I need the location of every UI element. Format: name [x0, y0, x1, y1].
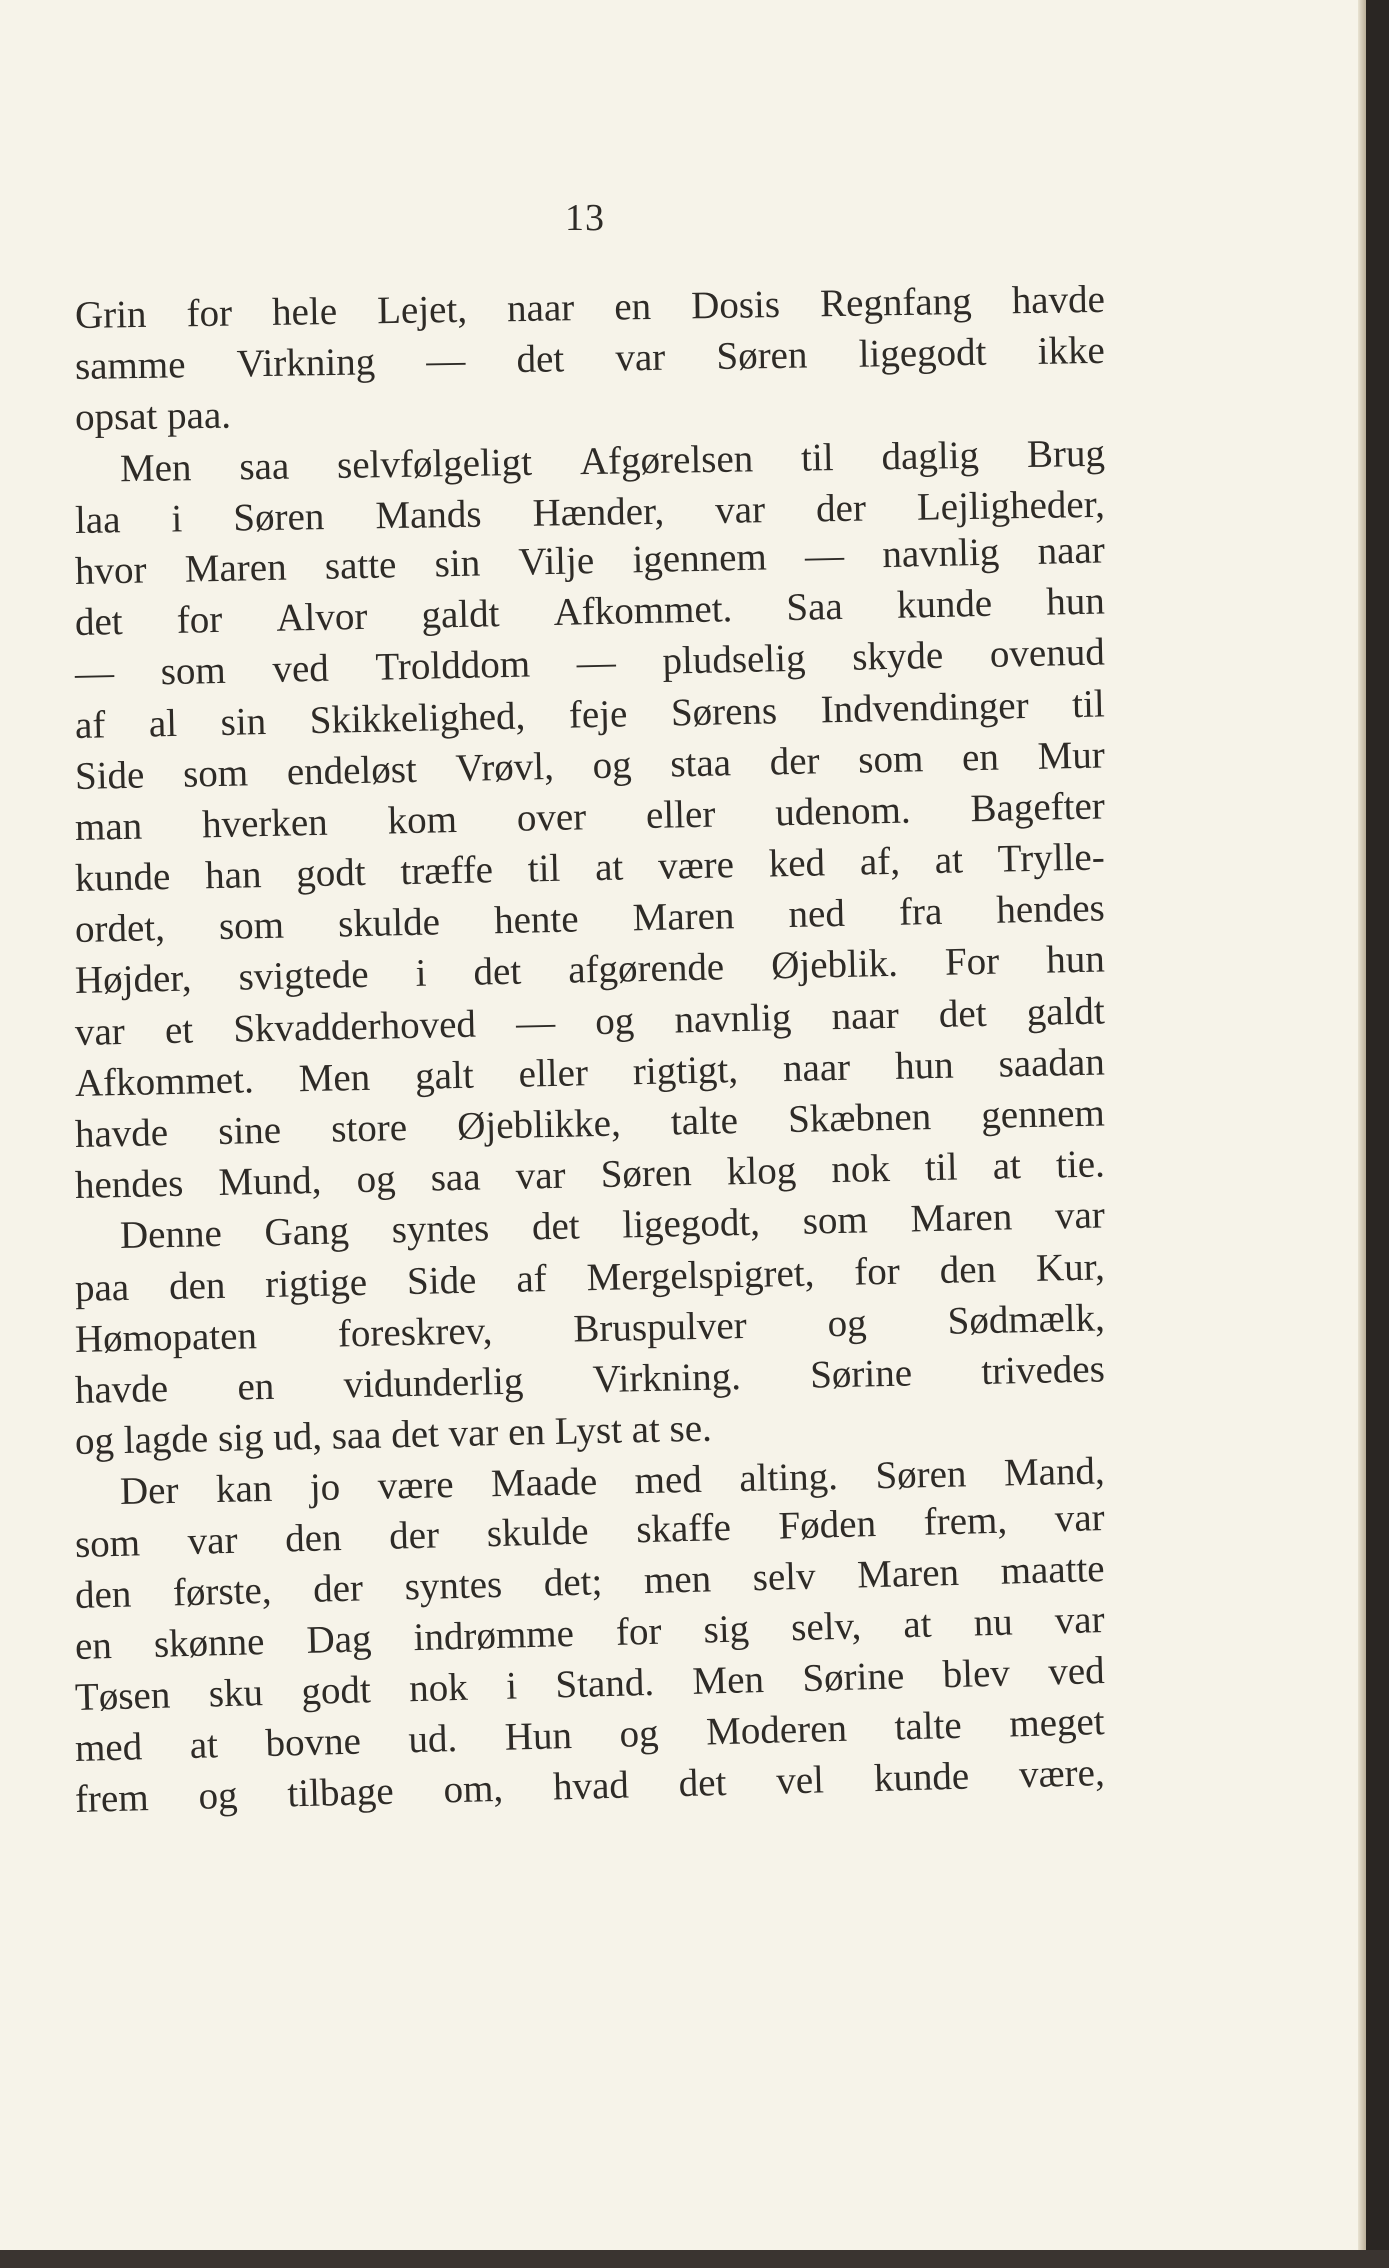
text-line: hvor Maren satte sin Vilje igennem — navnlig naar: [74, 528, 1106, 593]
text-line: Tøsen sku godt nok i Stand. Men Sørine blev ved: [74, 1649, 1106, 1720]
text-line: Grin for hele Lejet, naar en Dosis Regnfang havde: [74, 277, 1106, 337]
text-line: samme Virkning — det var Søren ligegodt ikke: [74, 329, 1106, 389]
page-bottom-edge: [0, 2250, 1389, 2268]
text-line: laa i Søren Mands Hænder, var der Lejligheder,: [74, 482, 1106, 542]
text-line: som var den der skulde skaffe Føden frem, var: [74, 1495, 1106, 1566]
text-line: Afkommet. Men galt eller rigtigt, naar hun saadan: [74, 1040, 1106, 1105]
text-line: havde en vidunderlig Virkning. Sørine trivedes: [74, 1347, 1106, 1412]
text-line: ordet, som skulde hente Maren ned fra hendes: [74, 886, 1106, 952]
book-spine-edge: [1366, 0, 1389, 2268]
text-line: en skønne Dag indrømme for sig selv, at nu var: [74, 1597, 1106, 1668]
text-line: kunde han godt træffe til at være ked af, at Trylle-: [74, 835, 1106, 901]
text-line: af al sin Skikkelighed, feje Sørens Indvendinger til: [74, 681, 1106, 747]
text-line: Men saa selvfølgeligt Afgørelsen til daglig Brug: [119, 431, 1106, 490]
text-line: — som ved Trolddom — pludselig skyde ovenud: [74, 630, 1106, 696]
text-line: opsat paa.: [74, 393, 232, 440]
page-gutter: [1358, 0, 1366, 2250]
text-line: var et Skvadderhoved — og navnlig naar det galdt: [74, 989, 1106, 1054]
text-line: Der kan jo være Maade med alting. Søren Mand,: [119, 1449, 1106, 1514]
text-line: Hømopaten foreskrev, Bruspulver og Sødmælk,: [74, 1296, 1106, 1361]
text-line: paa den rigtige Side af Mergelspigret, for den Kur,: [74, 1244, 1106, 1310]
text-line: den første, der syntes det; men selv Maren maatte: [74, 1546, 1106, 1617]
text-line: og lagde sig ud, saa det var en Lyst at se.: [74, 1406, 713, 1464]
page-number: 13: [565, 197, 605, 239]
body-text: [74, 277, 1106, 1826]
text-line: frem og tilbage om, hvad det vel kunde være,: [74, 1751, 1106, 1822]
text-line: Side som endeløst Vrøvl, og staa der som en Mur: [74, 733, 1106, 798]
text-line: det for Alvor galdt Afkommet. Saa kunde hun: [74, 579, 1106, 645]
text-line: havde sine store Øjeblikke, talte Skæbnen gennem: [74, 1091, 1106, 1156]
text-line: man hverken kom over eller udenom. Bagefter: [74, 784, 1106, 849]
text-line: med at bovne ud. Hun og Moderen talte meget: [74, 1700, 1106, 1771]
text-line: Denne Gang syntes det ligegodt, som Maren var: [119, 1193, 1106, 1258]
text-line: hendes Mund, og saa var Søren klog nok til at tie.: [74, 1142, 1106, 1208]
text-line: Højder, svigtede i det afgørende Øjeblik. For hun: [74, 937, 1106, 1003]
